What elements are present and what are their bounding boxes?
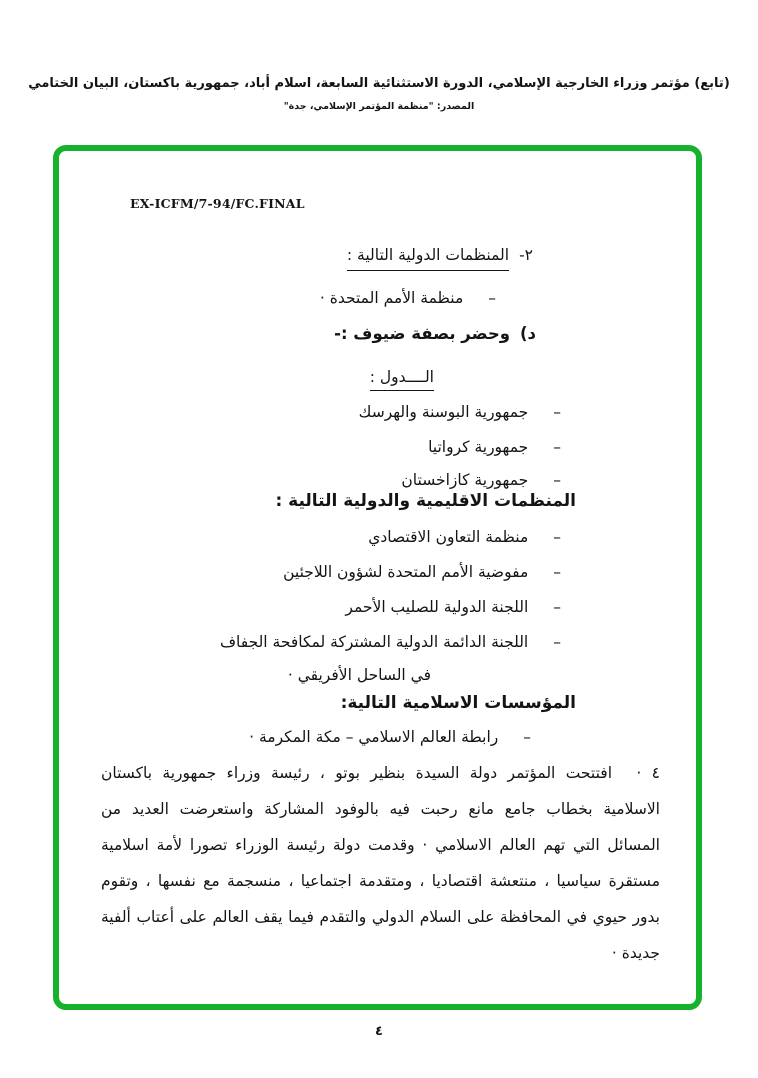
states-subheading-label: الــــدول : <box>370 368 434 391</box>
dash-marker: – <box>553 563 561 581</box>
list-item-label: مفوضية الأمم المتحدة لشؤون اللاجئين <box>283 563 529 581</box>
list-item-label: منظمة الأمم المتحدة · <box>319 289 464 307</box>
paragraph-number: ٤ · <box>636 764 660 782</box>
paragraph-line: المسائل التي تهم العالم الاسلامي · وقدمت دولة رئيسة الوزراء تصورا لأمة اسلامية <box>101 836 660 854</box>
dash-marker: – <box>488 289 496 307</box>
states-subheading <box>370 367 434 388</box>
dash-marker: – <box>553 438 561 456</box>
list-item <box>359 402 561 423</box>
list-item <box>368 527 561 548</box>
guests-heading-row <box>334 323 536 345</box>
page-header <box>0 76 758 112</box>
list-item-label: جمهورية كازاخستان <box>401 471 529 489</box>
list-item-label: اللجنة الدولية للصليب الأحمر <box>345 598 529 616</box>
regional-orgs-heading: المنظمات الاقليمية والدولية التالية : <box>275 491 576 511</box>
dash-marker: – <box>553 528 561 546</box>
list-item-continuation: في الساحل الأفريقي · <box>287 666 431 684</box>
item-number: ٢- <box>519 246 533 264</box>
paragraph-line: بدور حيوي في المحافظة على السلام الدولي والتقدم فيما يقف العالم على أعتاب ألفية <box>101 908 660 926</box>
dash-marker: – <box>523 728 531 746</box>
list-item <box>283 562 561 583</box>
intl-orgs-heading: المنظمات الدولية التالية : <box>347 245 509 271</box>
list-item <box>220 632 561 653</box>
list-item <box>249 727 531 748</box>
highlight-frame <box>53 145 702 1010</box>
dash-marker: – <box>553 403 561 421</box>
intl-orgs-heading-row <box>347 245 533 271</box>
list-item <box>428 437 561 458</box>
list-item-label: رابطة العالم الاسلامي – مكة المكرمة · <box>249 728 499 746</box>
paragraph-line: الاسلامية بخطاب جامع مانع رحبت فيه بالوفود المشاركة واستعرضت العديد من <box>101 800 660 818</box>
islamic-institutions-heading: المؤسسات الاسلامية التالية: <box>340 693 576 713</box>
dash-marker: – <box>553 471 561 489</box>
page-number: ٤ <box>375 1024 383 1039</box>
document-title: (تابع) مؤتمر وزراء الخارجية الإسلامي، الدورة الاستثنائية السابعة، اسلام أباد، جمهورية باكستان، البيان الختامي <box>28 76 730 91</box>
list-item <box>345 597 561 618</box>
guests-heading: وحضر بصفة ضيوف :- <box>334 324 510 343</box>
document-reference: EX-ICFM/7-94/FC.FINAL <box>130 196 305 211</box>
list-item-label: جمهورية البوسنة والهرسك <box>358 403 529 421</box>
list-item-label: اللجنة الدائمة الدولية المشتركة لمكافحة الجفاف <box>219 633 529 651</box>
paragraph-line: جديدة · <box>611 944 660 962</box>
paragraph-line: مستقرة سياسيا ، منتعشة اقتصاديا ، ومتقدمة اجتماعيا ، منسجمة مع نفسها ، وتقوم <box>101 872 660 890</box>
list-item-label: منظمة التعاون الاقتصادي <box>368 528 529 546</box>
paragraph-line <box>101 755 660 791</box>
paragraph-text: افتتحت المؤتمر دولة السيدة بنظير بوتو ، رئيسة وزراء جمهورية باكستان <box>101 764 612 782</box>
list-item <box>320 288 496 309</box>
opening-paragraph <box>101 755 660 971</box>
document-source-line: المصدر: "منظمة المؤتمر الإسلامي، جدة" <box>283 101 475 112</box>
list-item-label: جمهورية كرواتيا <box>428 438 529 456</box>
dash-marker: – <box>553 633 561 651</box>
dash-marker: – <box>553 598 561 616</box>
item-letter: د) <box>519 324 536 343</box>
list-item <box>401 470 561 491</box>
document-body <box>59 151 696 1004</box>
